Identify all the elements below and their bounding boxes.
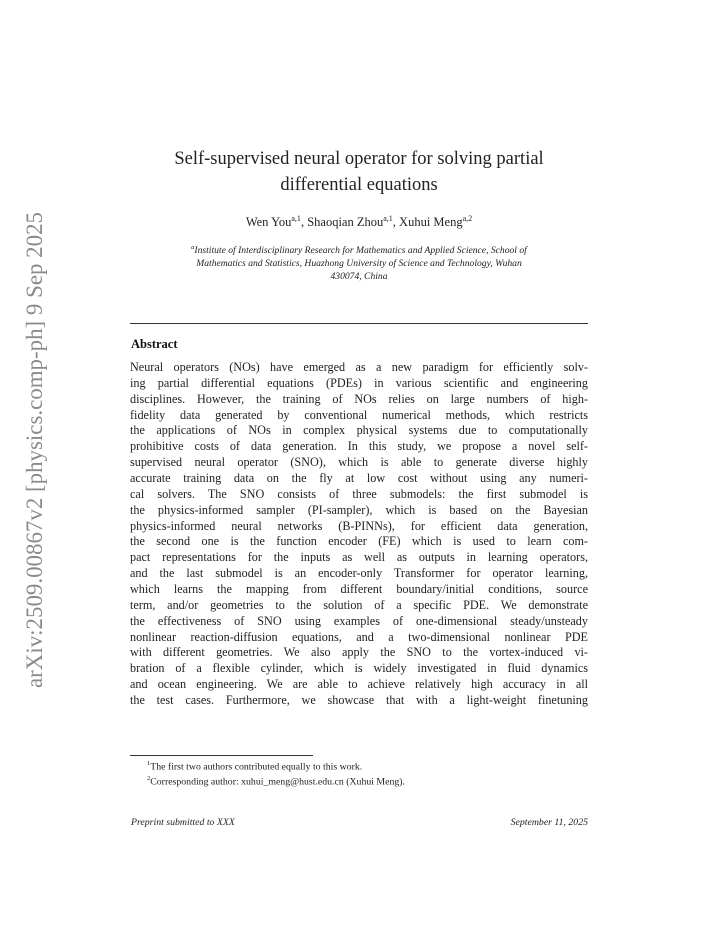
author-name: Shaoqian Zhou xyxy=(307,215,384,230)
abstract-line: with different geometries. We also apply the SNO to the vortex-induced vi- xyxy=(130,645,588,660)
abstract-line: the second one is the function encoder (FE) which is used to learn com- xyxy=(130,534,588,549)
arxiv-side-stamp xyxy=(6,210,56,690)
affiliation-line-2: Mathematics and Statistics, Huazhong University of Science and Technology, Wuhan xyxy=(196,258,522,270)
paper-title xyxy=(130,146,588,198)
abstract-line: and ocean engineering. We are able to achieve relatively high accuracy in all xyxy=(130,677,588,692)
abstract-line: and the last submodel is an encoder-only Transformer for operator learning, xyxy=(130,566,588,581)
author-affiliation-mark: a,1 xyxy=(291,214,301,223)
affiliation xyxy=(130,241,588,283)
abstract-line: cal solvers. The SNO consists of three submodels: the first submodel is xyxy=(130,486,588,501)
abstract-line: the effectiveness of SNO using examples of one-dimensional steady/unsteady xyxy=(130,613,588,628)
author-list: Wen You$^{a,1}$, Shaoqian Zhou$^{a,1}$, Xuhui Meng$^{a,2}$ xyxy=(245,214,473,230)
abstract-line: the physics-informed sampler (PI-sampler), which is based on the Bayesian xyxy=(130,502,588,517)
abstract-line: term, and/or geometries to the solution of a specific PDE. We demonstrate xyxy=(130,597,588,612)
abstract-heading: Abstract xyxy=(131,337,178,351)
preprint-note: Preprint submitted to XXX xyxy=(131,817,235,828)
title-line-1: Self-supervised neural operator for solving partial xyxy=(174,149,544,169)
title-line-2: differential equations xyxy=(280,175,438,195)
author-name: Xuhui Meng xyxy=(399,215,463,230)
author-affiliation-mark: a,2 xyxy=(462,214,473,223)
footnote-rule xyxy=(130,755,313,756)
author-affiliation-mark: a,1 xyxy=(383,214,393,223)
footer-date: September 11, 2025 xyxy=(510,817,588,828)
footnote-mark: 2 xyxy=(147,775,151,782)
footnote-1 xyxy=(147,760,362,772)
affiliation-line-3: 430074, China xyxy=(330,271,388,283)
arxiv-identifier: arXiv:2509.00867v2 [physics.comp-ph] 9 Sep 2025 xyxy=(22,210,47,688)
affiliation-line-1: Institute of Interdisciplinary Research for Mathematics and Applied Science, School of xyxy=(194,245,527,257)
abstract-line: accurate training data on the fly at low cost without using any numeri- xyxy=(130,471,588,486)
abstract-line: pact representations for the inputs as well as outputs in learning operators, xyxy=(130,550,588,565)
affiliation-mark: a xyxy=(191,244,195,251)
footnote-text: Corresponding author: xuhui_meng@hust.edu.cn (Xuhui Meng). xyxy=(150,776,405,788)
abstract-line: nonlinear reaction-diffusion equations, and a two-dimensional nonlinear PDE xyxy=(130,629,588,644)
abstract-top-rule xyxy=(130,323,588,324)
abstract-line: supervised neural operator (SNO), which is able to generate diverse highly xyxy=(130,455,588,470)
abstract-body xyxy=(130,360,588,709)
abstract-line: ing partial differential equations (PDEs) in various scientific and engineering xyxy=(130,375,588,390)
abstract-line: bration of a flexible cylinder, which is widely investigated in fluid dynamics xyxy=(130,661,588,676)
abstract-line: fidelity data generated by conventional numerical methods, which restricts xyxy=(130,407,588,422)
abstract-line: prohibitive costs of data generation. In this study, we propose a novel self- xyxy=(130,439,588,454)
abstract-line: disciplines. However, the training of NOs relies on large numbers of high- xyxy=(130,391,588,406)
abstract-line: which learns the mapping from different boundary/initial conditions, source xyxy=(130,582,588,597)
footnote-mark: 1 xyxy=(147,760,151,767)
abstract-line: the applications of NOs in complex physical systems due to computationally xyxy=(130,423,588,438)
footnote-text: The first two authors contributed equally to this work. xyxy=(150,761,363,773)
abstract-line: Neural operators (NOs) have emerged as a new paradigm for efficiently solv- xyxy=(130,360,588,374)
abstract-line: the test cases. Furthermore, we showcase that with a light-weight finetuning xyxy=(130,693,588,708)
footnote-2 xyxy=(147,775,405,787)
abstract-line: physics-informed neural networks (B-PINNs), for efficient data generation, xyxy=(130,518,588,533)
author-name: Wen You xyxy=(245,215,292,230)
